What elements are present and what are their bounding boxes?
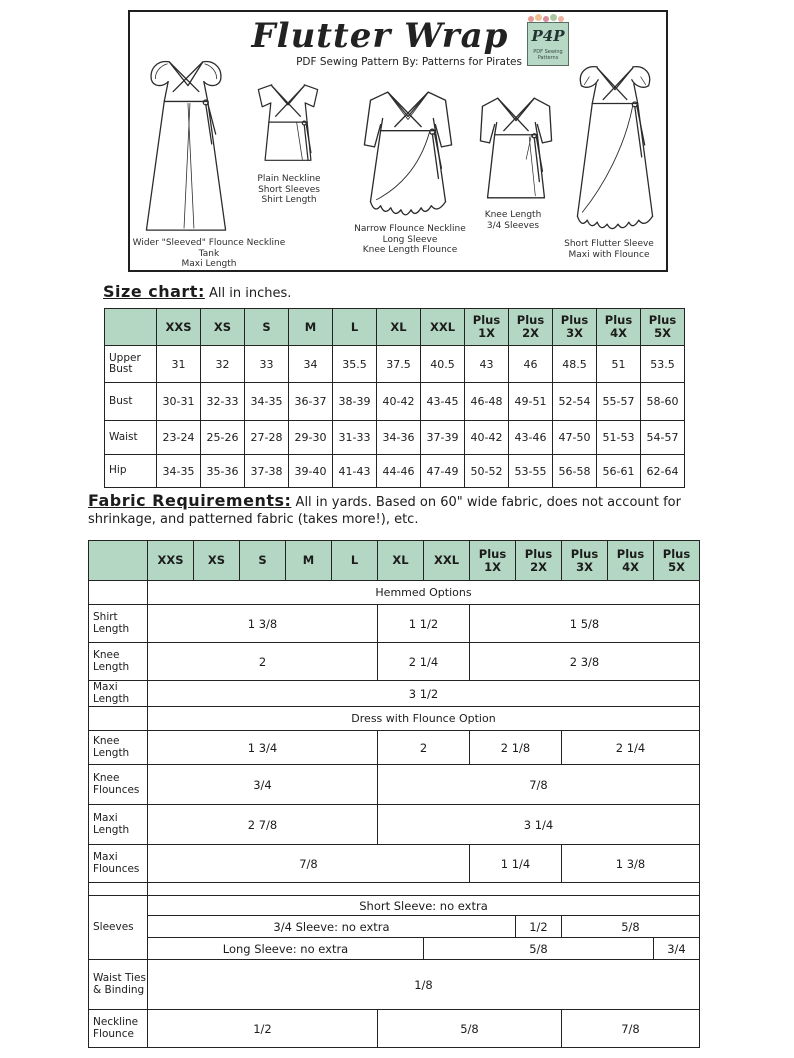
dress-caption: Wider "Sleeved" Flounce Neckline Tank Maxi Length [132, 238, 286, 269]
size-chart-column-header: XXL [421, 309, 465, 346]
fabric-section-title: Dress with Flounce Option [148, 707, 700, 731]
fabric-column-header: Plus 3X [562, 541, 608, 581]
fabric-row-label: Knee Length [89, 731, 148, 765]
p4p-logo-icon [526, 14, 568, 66]
size-chart-cell: 37-38 [245, 455, 289, 488]
fabric-requirements-heading: Fabric Requirements: All in yards. Based on 60" wide fabric, does not account for shrinkage, and patterned fabric (takes more!), etc. [88, 491, 681, 527]
size-chart-cell: 27-28 [245, 421, 289, 455]
dress-caption: Short Flutter Sleeve Maxi with Flounce [564, 239, 654, 260]
fabric-cell: 2 7/8 [148, 805, 378, 845]
fabric-row-label [89, 707, 148, 731]
fabric-cell: 5/8 [424, 938, 654, 960]
size-chart-cell: 56-58 [553, 455, 597, 488]
size-chart-column-header: M [289, 309, 333, 346]
fabric-column-header: Plus 5X [654, 541, 700, 581]
pattern-cover-box [128, 10, 668, 272]
size-chart-cell: 52-54 [553, 383, 597, 421]
fabric-row-label: Maxi Length [89, 805, 148, 845]
size-chart-cell: 34 [289, 346, 333, 383]
size-chart-cell: 34-36 [377, 421, 421, 455]
size-chart-cell: 55-57 [597, 383, 641, 421]
size-chart-cell: 32-33 [201, 383, 245, 421]
size-chart-column-header: XL [377, 309, 421, 346]
size-chart-cell: 35-36 [201, 455, 245, 488]
fabric-gap-cell [89, 883, 148, 896]
fabric-row-label: Knee Flounces [89, 765, 148, 805]
size-chart-cell: 43-45 [421, 383, 465, 421]
size-chart-cell: 40-42 [465, 421, 509, 455]
size-chart-column-header: Plus 1X [465, 309, 509, 346]
size-chart-column-header: L [333, 309, 377, 346]
dress-caption: Narrow Flounce Neckline Long Sleeve Knee Length Flounce [354, 224, 466, 255]
size-chart-heading: Size chart: All in inches. [103, 282, 292, 301]
fabric-cell: 2 [378, 731, 470, 765]
size-chart-cell: 23-24 [157, 421, 201, 455]
size-chart-cell: 37.5 [377, 346, 421, 383]
size-chart-cell: 48.5 [553, 346, 597, 383]
size-chart-cell: 62-64 [641, 455, 685, 488]
dress-caption: Knee Length 3/4 Sleeves [484, 210, 542, 231]
fabric-row-label: Sleeves [89, 896, 148, 960]
size-chart-row-label: Bust [105, 383, 157, 421]
size-chart-row-label: Hip [105, 455, 157, 488]
fabric-requirements-table [88, 540, 700, 1048]
fabric-row-label: Maxi Flounces [89, 845, 148, 883]
size-chart-cell: 34-35 [157, 455, 201, 488]
fabric-cell: 3/4 [148, 765, 378, 805]
size-chart-column-header [105, 309, 157, 346]
fabric-cell: 7/8 [562, 1010, 700, 1048]
fabric-column-header: XXL [424, 541, 470, 581]
size-chart-cell: 39-40 [289, 455, 333, 488]
size-chart-cell: 37-39 [421, 421, 465, 455]
fabric-cell: 7/8 [378, 765, 700, 805]
fabric-row-label: Waist Ties & Binding [89, 960, 148, 1010]
dress-tank-maxi-illustration [136, 50, 236, 238]
size-chart-cell: 53-55 [509, 455, 553, 488]
size-chart-column-header: Plus 3X [553, 309, 597, 346]
fabric-cell: 1 1/2 [378, 605, 470, 643]
size-chart-column-header: XXS [157, 309, 201, 346]
fabric-cell: 2 1/4 [562, 731, 700, 765]
pattern-title: Flutter Wrap [251, 16, 509, 56]
fabric-cell: 1 3/8 [562, 845, 700, 883]
fabric-cell: 3/4 Sleeve: no extra [148, 916, 516, 938]
fabric-cell: 1 3/4 [148, 731, 378, 765]
pattern-subtitle: PDF Sewing Pattern By: Patterns for Pirates [296, 56, 522, 68]
fabric-column-header: S [240, 541, 286, 581]
fabric-cell: 5/8 [378, 1010, 562, 1048]
dress-long-sleeve-knee-flounce-illustration [352, 82, 464, 224]
size-chart-row-label: Waist [105, 421, 157, 455]
size-chart-cell: 41-43 [333, 455, 377, 488]
fabric-cell: 3 1/2 [148, 681, 700, 707]
size-chart-cell: 47-49 [421, 455, 465, 488]
fabric-column-header: Plus 1X [470, 541, 516, 581]
fabric-column-header: M [286, 541, 332, 581]
size-chart-column-header: Plus 4X [597, 309, 641, 346]
dress-caption: Plain Neckline Short Sleeves Shirt Length [257, 174, 321, 205]
size-chart-cell: 25-26 [201, 421, 245, 455]
size-chart-cell: 36-37 [289, 383, 333, 421]
size-chart-column-header: Plus 2X [509, 309, 553, 346]
fabric-cell: 1 1/4 [470, 845, 562, 883]
size-chart-cell: 46-48 [465, 383, 509, 421]
fabric-column-header: Plus 4X [608, 541, 654, 581]
fabric-cell: 1 5/8 [470, 605, 700, 643]
fabric-cell: 2 3/8 [470, 643, 700, 681]
size-chart-cell: 35.5 [333, 346, 377, 383]
size-chart-column-header: Plus 5X [641, 309, 685, 346]
fabric-cell: 5/8 [562, 916, 700, 938]
fabric-cell: 1/2 [516, 916, 562, 938]
size-chart-cell: 43-46 [509, 421, 553, 455]
size-chart-cell: 58-60 [641, 383, 685, 421]
size-chart-cell: 54-57 [641, 421, 685, 455]
fabric-cell: 2 1/4 [378, 643, 470, 681]
fabric-gap-cell [148, 883, 700, 896]
size-chart-cell: 43 [465, 346, 509, 383]
fabric-column-header: XL [378, 541, 424, 581]
dress-three-quarter-sleeve-knee-illustration [470, 88, 562, 210]
fabric-row-label: Maxi Length [89, 681, 148, 707]
fabric-column-header: XXS [148, 541, 194, 581]
size-chart-column-header: S [245, 309, 289, 346]
size-chart-cell: 40-42 [377, 383, 421, 421]
fabric-cell: Long Sleeve: no extra [148, 938, 424, 960]
size-chart-cell: 49-51 [509, 383, 553, 421]
size-chart-cell: 51 [597, 346, 641, 383]
fabric-row-label: Neckline Flounce [89, 1010, 148, 1048]
fabric-column-header: Plus 2X [516, 541, 562, 581]
size-chart-row-label: Upper Bust [105, 346, 157, 383]
size-chart-cell: 31-33 [333, 421, 377, 455]
size-chart-table [104, 308, 685, 488]
size-chart-cell: 34-35 [245, 383, 289, 421]
fabric-column-header [89, 541, 148, 581]
fabric-column-header: XS [194, 541, 240, 581]
fabric-cell: Short Sleeve: no extra [148, 896, 700, 916]
logo-badge [527, 22, 569, 66]
size-chart-cell: 56-61 [597, 455, 641, 488]
dress-short-sleeve-shirt-illustration [245, 76, 331, 172]
fabric-cell: 1/2 [148, 1010, 378, 1048]
fabric-cell: 7/8 [148, 845, 470, 883]
fabric-row-label: Shirt Length [89, 605, 148, 643]
size-chart-cell: 40.5 [421, 346, 465, 383]
size-chart-cell: 31 [157, 346, 201, 383]
size-chart-cell: 38-39 [333, 383, 377, 421]
size-chart-cell: 44-46 [377, 455, 421, 488]
size-chart-cell: 53.5 [641, 346, 685, 383]
fabric-section-title: Hemmed Options [148, 581, 700, 605]
size-chart-cell: 47-50 [553, 421, 597, 455]
fabric-cell: 2 [148, 643, 378, 681]
size-chart-cell: 50-52 [465, 455, 509, 488]
fabric-cell: 3 1/4 [378, 805, 700, 845]
fabric-cell: 3/4 [654, 938, 700, 960]
size-chart-column-header: XS [201, 309, 245, 346]
size-chart-cell: 32 [201, 346, 245, 383]
size-chart-cell: 46 [509, 346, 553, 383]
size-chart-cell: 30-31 [157, 383, 201, 421]
fabric-column-header: L [332, 541, 378, 581]
fabric-row-label: Knee Length [89, 643, 148, 681]
size-chart-cell: 29-30 [289, 421, 333, 455]
fabric-row-label [89, 581, 148, 605]
size-chart-cell: 33 [245, 346, 289, 383]
fabric-cell: 1 3/8 [148, 605, 378, 643]
dress-flutter-sleeve-maxi-flounce-illustration [565, 58, 665, 236]
logo-text: P4P [531, 27, 565, 45]
size-chart-cell: 51-53 [597, 421, 641, 455]
fabric-cell: 1/8 [148, 960, 700, 1010]
fabric-cell: 2 1/8 [470, 731, 562, 765]
logo-tagline: PDF Sewing Patterns [533, 49, 563, 61]
